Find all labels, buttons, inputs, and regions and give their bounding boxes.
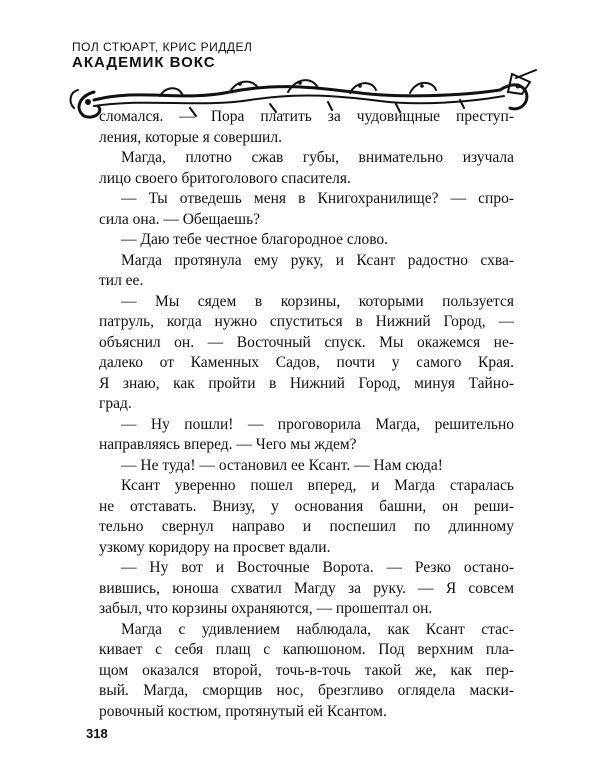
text-line: сила она. — Обещаешь? [99, 210, 261, 228]
text-line: кивает с себя плащ с капюшоном. Под верхним пла- [99, 641, 514, 658]
text-line: Ксант уверенно пошел вперед, и Магда старалась [121, 477, 514, 494]
text-line: — Даю тебе честное благородное слово. [121, 231, 389, 248]
text-line: — Ну пошли! — проговорила Магда, решительно [121, 415, 514, 433]
page-number: 318 [86, 726, 108, 741]
text-line: Я знаю, как пройти в Нижний Город, минуя Тайно- [99, 374, 514, 392]
text-line: далеко от Каменных Садов, почти у самого Края. [99, 354, 514, 371]
running-header-authors: ПОЛ СТЮАРТ, КРИС РИДДЕЛ [72, 40, 253, 54]
text-line: лицо своего бритоголового спасителя. [99, 169, 351, 187]
text-line: патруль, когда нужно спуститься в Нижний Город, — [99, 313, 514, 330]
text-line: Магда, плотно сжав губы, внимательно изучала [121, 149, 514, 166]
text-line: ровочный костюм, протянутый ей Ксантом. [99, 702, 387, 720]
text-line: направляясь вперед. — Чего мы ждем? [99, 436, 357, 453]
text-line: — Ты отведешь меня в Книгохранилище? — спро- [121, 190, 514, 207]
text-line: Магда с удивлением наблюдала, как Ксант стас- [121, 620, 514, 638]
text-line: вившись, юноша схватил Магду за руку. — Я совсем [99, 579, 514, 597]
text-line: ления, которые я совершил. [99, 128, 282, 146]
text-line: — Не туда! — остановил ее Ксант. — Нам сюда! [121, 456, 443, 474]
text-line: — Мы сядем в корзины, которыми пользуется [121, 292, 514, 310]
text-line: не отставать. Внизу, у основания башни, он реши- [99, 497, 514, 515]
text-line: объяснил он. — Восточный спуск. Мы окажемся не- [99, 333, 514, 351]
running-header-title: АКАДЕМИК ВОКС [72, 54, 216, 71]
text-line: сломался. — Пора платить за чудовищные преступ- [99, 108, 514, 125]
text-line: узкому коридору на просвет вдали. [99, 538, 331, 556]
text-line: — Ну вот и Восточные Ворота. — Резко остано- [121, 559, 514, 576]
text-line: щом оказался второй, точь-в-точь такой же, как пер- [99, 661, 514, 679]
text-line: тил ее. [99, 272, 144, 289]
text-line: забыл, что корзины охраняются, — прошептал он. [99, 600, 433, 617]
text-line: тельно свернул направо и поспешил по длинному [99, 518, 514, 535]
text-line: град. [99, 395, 132, 412]
body-text [99, 107, 514, 722]
text-line: Магда протянула ему руку, и Ксант радостно схва- [121, 251, 514, 269]
text-line: вый. Магда, сморщив нос, брезгливо оглядела маски- [99, 682, 514, 699]
